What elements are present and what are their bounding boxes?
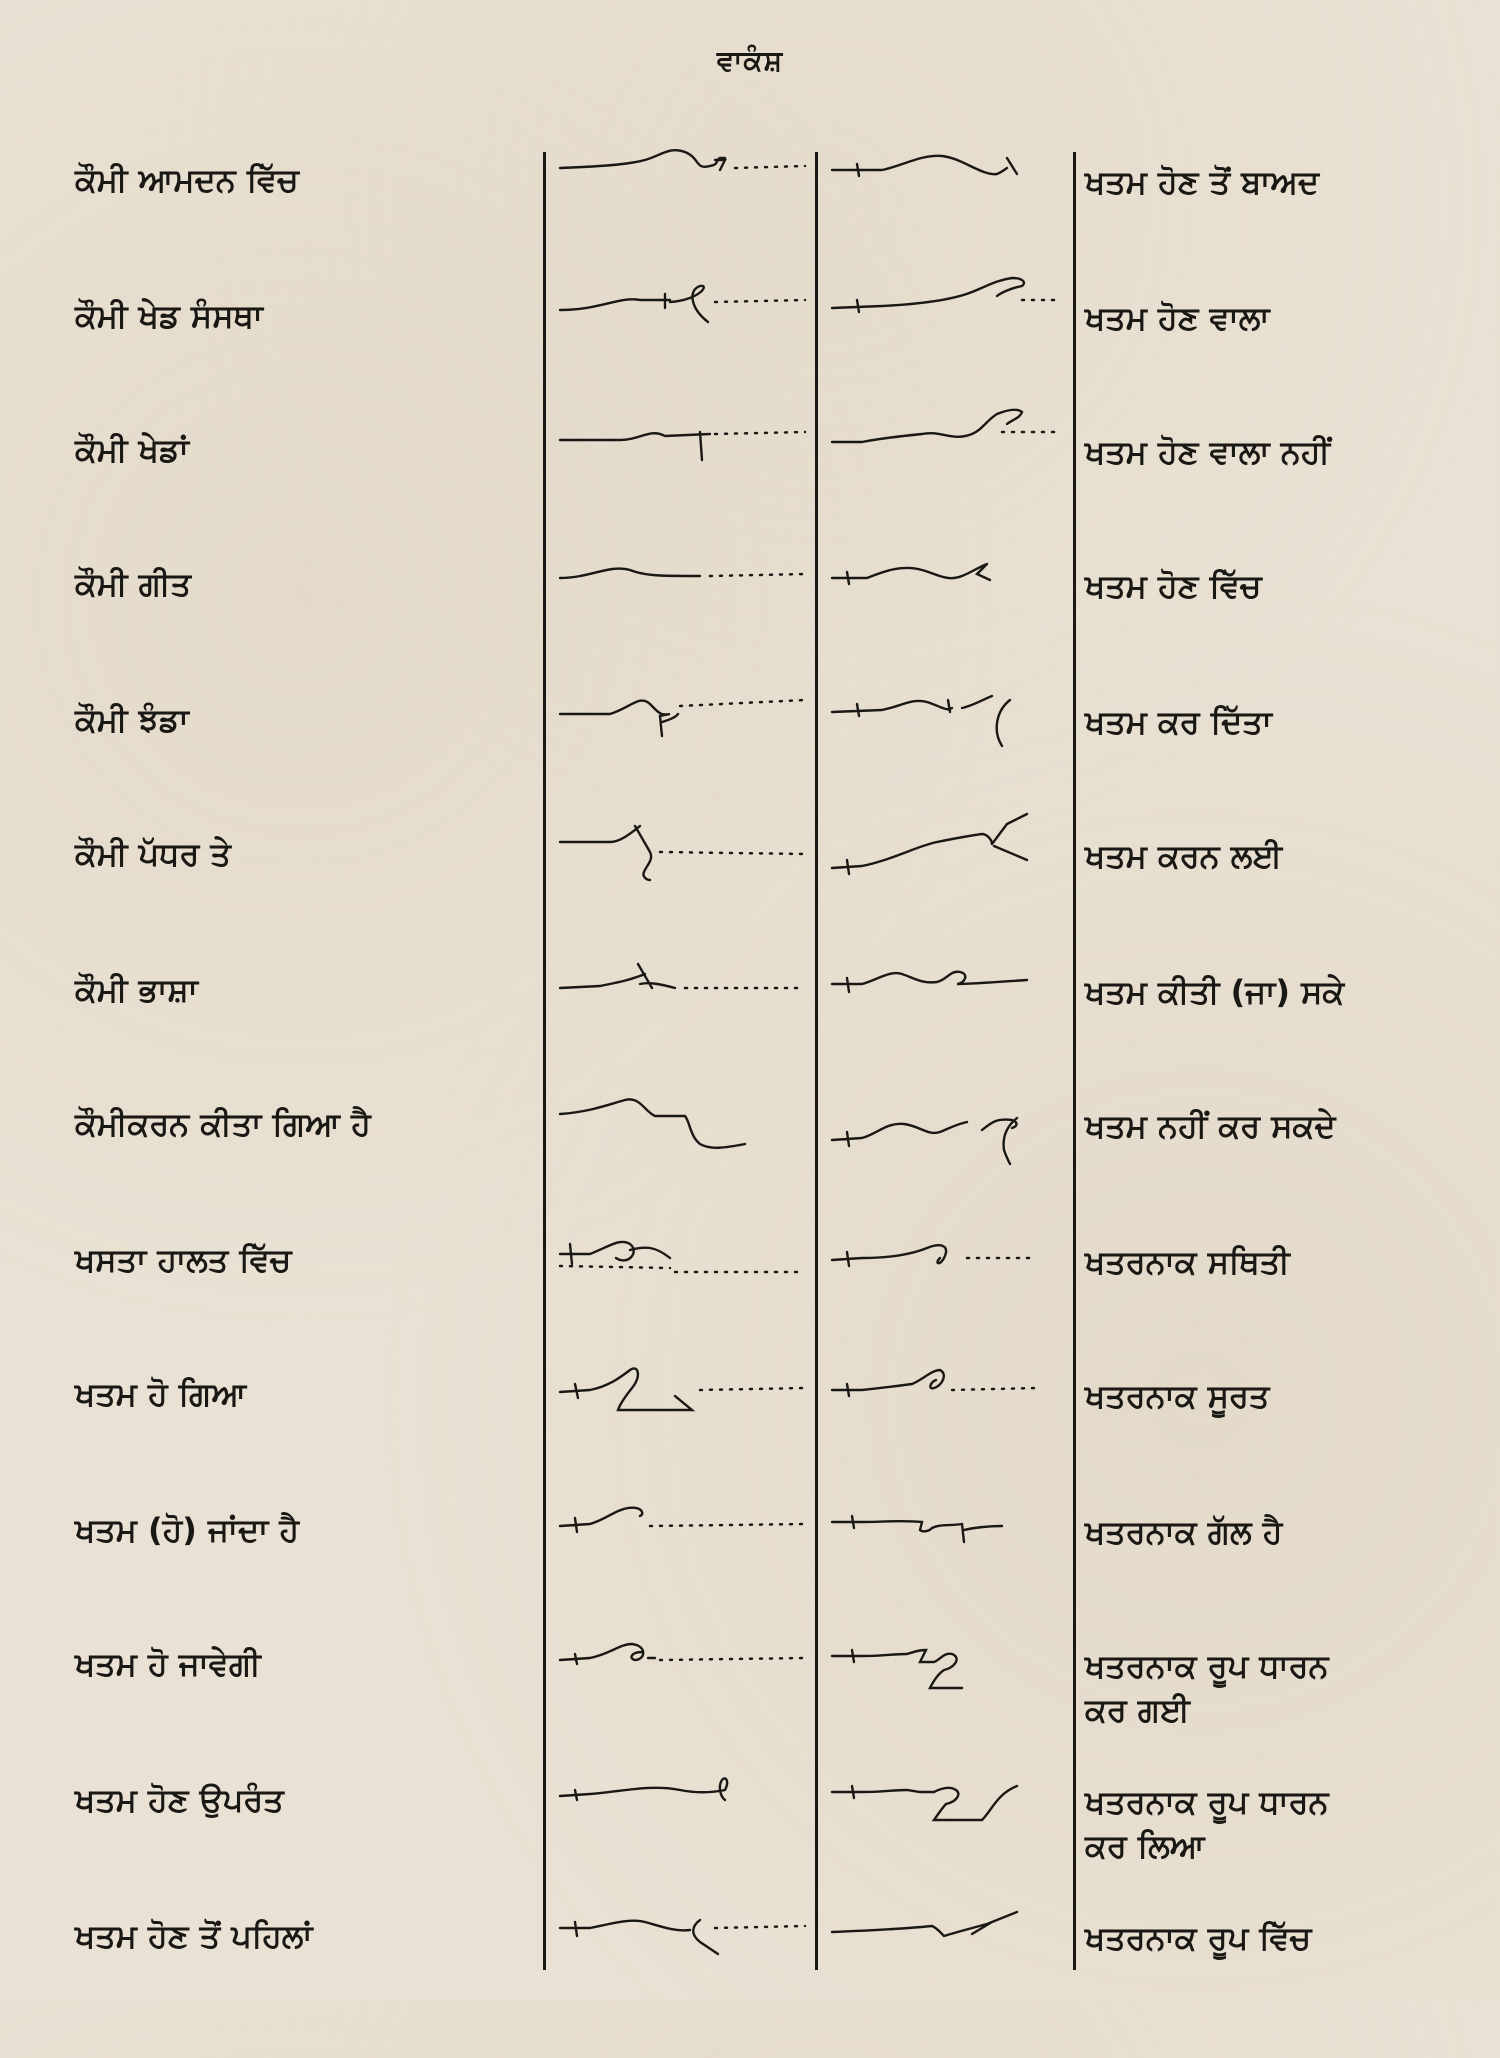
right-phrase-line: ਖਤਰਨਾਕ ਰੂਪ ਧਾਰਨ (1085, 1783, 1329, 1821)
left-phrase: ਕੌਮੀ ਖੇਡ ਸੰਸਥਾ (75, 297, 263, 335)
shorthand-outline-left (550, 390, 812, 520)
left-phrase: ਕੌਮੀਕਰਨ ਕੀਤਾ ਗਿਆ ਹੈ (75, 1105, 371, 1143)
right-phrase-line: ਖਤਰਨਾਕ ਰੂਪ ਵਿੱਚ (1085, 1919, 1312, 1957)
right-phrase-line: ਖਤਮ ਕਰ ਦਿੱਤਾ (1085, 703, 1272, 741)
right-phrase-line: ਖਤਮ ਹੋਣ ਵਾਲਾ ਨਹੀਂ (1085, 433, 1330, 471)
shorthand-outline-left (550, 256, 812, 386)
shorthand-outline-left (550, 120, 812, 250)
shorthand-outline-right (822, 1200, 1070, 1330)
shorthand-outline-left (550, 930, 812, 1060)
right-phrase-line: ਖਤਮ ਹੋਣ ਤੋਂ ਬਾਅਦ (1085, 163, 1320, 201)
shorthand-outline-left (550, 794, 812, 924)
right-phrase-line: ਖਤਮ ਹੋਣ ਵਿੱਚ (1085, 567, 1262, 605)
shorthand-outline-right (822, 930, 1070, 1060)
right-phrase (1085, 1240, 1490, 1284)
shorthand-outline-right (822, 1876, 1070, 2006)
left-phrase: ਖਤਮ ਹੋ ਜਾਵੇਗੀ (75, 1645, 261, 1683)
right-phrase (1085, 700, 1490, 744)
right-phrase-line: ਖਤਮ ਨਹੀਂ ਕਰ ਸਕਦੇ (1085, 1107, 1336, 1145)
shorthand-outline-right (822, 1334, 1070, 1464)
right-phrase (1085, 1374, 1490, 1418)
shorthand-outline-left (550, 1740, 812, 1870)
shorthand-outline-left (550, 1876, 812, 2006)
right-phrase (1085, 160, 1490, 204)
shorthand-outline-right (822, 1064, 1070, 1194)
left-phrase: ਖਤਮ ਹੋ ਗਿਆ (75, 1375, 247, 1413)
shorthand-outline-left (550, 660, 812, 790)
left-phrase: ਖਤਮ ਹੋਣ ਉਪਰੰਤ (75, 1781, 284, 1819)
right-phrase-line: ਖਤਮ ਹੋਣ ਵਾਲਾ (1085, 299, 1270, 337)
right-phrase (1085, 296, 1490, 340)
right-phrase-line: ਕਰ ਲਿਆ (1085, 1827, 1205, 1865)
left-phrase: ਕੌਮੀ ਪੱਧਰ ਤੇ (75, 835, 231, 873)
left-phrase: ਕੌਮੀ ਆਮਦਨ ਵਿੱਚ (75, 161, 299, 199)
right-phrase-line: ਖਤਮ ਕਰਨ ਲਈ (1085, 837, 1283, 875)
right-phrase (1085, 564, 1490, 608)
left-phrase: ਖਤਮ (ਹੋ) ਜਾਂਦਾ ਹੈ (75, 1511, 300, 1549)
right-phrase (1085, 1644, 1490, 1732)
page-header: ਵਾਕੰਸ਼ (716, 44, 784, 77)
right-phrase (1085, 430, 1490, 474)
left-phrase: ਕੌਮੀ ਝੰਡਾ (75, 701, 189, 739)
right-phrase (1085, 1510, 1490, 1554)
right-phrase (1085, 1780, 1490, 1868)
shorthand-outline-right (822, 794, 1070, 924)
right-phrase-line: ਖਤਮ ਕੀਤੀ (ਜਾ) ਸਕੇ (1085, 973, 1345, 1011)
right-phrase-line: ਖਤਰਨਾਕ ਸਥਿਤੀ (1085, 1243, 1290, 1281)
shorthand-outline-right (822, 120, 1070, 250)
left-phrase: ਕੌਮੀ ਖੇਡਾਂ (75, 431, 189, 469)
left-phrase: ਖਸਤਾ ਹਾਲਤ ਵਿੱਚ (75, 1241, 292, 1279)
shorthand-outline-right (822, 524, 1070, 654)
shorthand-outline-left (550, 1200, 812, 1330)
shorthand-outline-right (822, 1604, 1070, 1734)
left-phrase: ਕੌਮੀ ਗੀਤ (75, 565, 192, 603)
shorthand-outline-right (822, 390, 1070, 520)
right-phrase-line: ਕਰ ਗਈ (1085, 1691, 1190, 1729)
phrase-row (0, 1916, 1500, 2058)
shorthand-outline-left (550, 1470, 812, 1600)
shorthand-outline-right (822, 256, 1070, 386)
left-phrase: ਕੌਮੀ ਭਾਸ਼ਾ (75, 971, 198, 1009)
shorthand-outline-right (822, 660, 1070, 790)
right-phrase-line: ਖਤਰਨਾਕ ਸੂਰਤ (1085, 1377, 1270, 1415)
right-phrase (1085, 1916, 1490, 1960)
shorthand-outline-left (550, 1334, 812, 1464)
shorthand-outline-left (550, 1604, 812, 1734)
right-phrase (1085, 834, 1490, 878)
right-phrase (1085, 1104, 1490, 1148)
shorthand-outline-left (550, 524, 812, 654)
shorthand-outline-right (822, 1470, 1070, 1600)
left-phrase: ਖਤਮ ਹੋਣ ਤੋਂ ਪਹਿਲਾਂ (75, 1917, 313, 1955)
right-phrase-line: ਖਤਰਨਾਕ ਰੂਪ ਧਾਰਨ (1085, 1647, 1329, 1685)
shorthand-outline-right (822, 1740, 1070, 1870)
shorthand-outline-left (550, 1064, 812, 1194)
right-phrase (1085, 970, 1490, 1014)
right-phrase-line: ਖਤਰਨਾਕ ਗੱਲ ਹੈ (1085, 1513, 1283, 1551)
